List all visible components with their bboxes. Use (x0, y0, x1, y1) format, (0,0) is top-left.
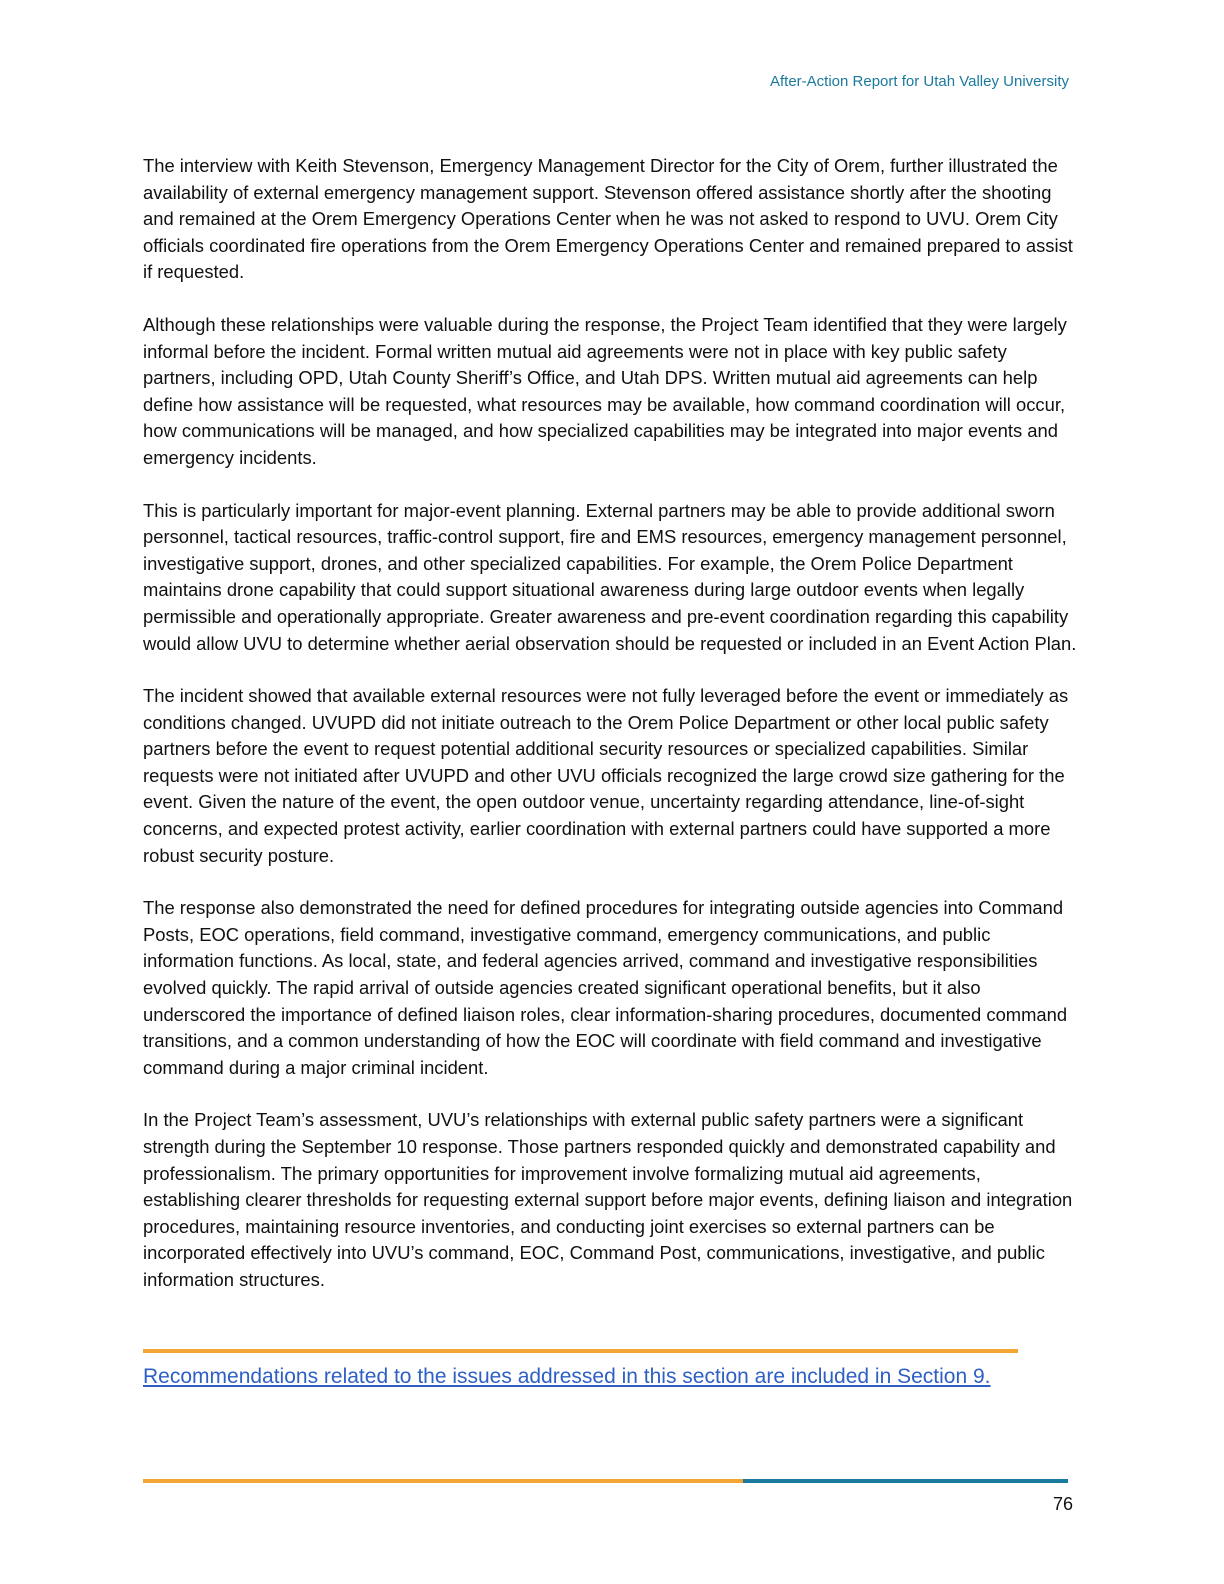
paragraph-stevenson-interview: The interview with Keith Stevenson, Emergency Management Director for the City of Orem, further illustrated the availability of external emergency management support. Stevenson offered assistance shortly after the shooting and remained at the Orem Emergency Operations Center when he was not asked to respond to UVU. Orem City officials coordinated fire operations from the Orem Emergency Operations Center and remained prepared to assist if requested. (143, 155, 1073, 283)
paragraph-external-resources: The incident showed that available external resources were not fully leveraged before the event or immediately as conditions changed. UVUPD did not initiate outreach to the Orem Police Department or other local public safety partners before the event to request potential additional security resources or specialized capabilities. Similar requests were not initiated after UVUPD and other UVU officials recognized the large crowd size gathering for the event. Given the nature of the event, the open outdoor venue, uncertainty regarding attendance, line-of-sight concerns, and expected protest activity, earlier coordination with external partners could have supported a more robust security posture. (143, 685, 1069, 866)
footer-divider-blue-segment (743, 1479, 1068, 1483)
footer-divider (143, 1479, 1068, 1483)
footer-divider-orange-segment (143, 1479, 743, 1483)
paragraph-integration-procedures: The response also demonstrated the need for defined procedures for integrating outside agencies into Command Posts, EOC operations, field command, investigative command, emergency communications, and public information functions. As local, state, and federal agencies arrived, command and investigative responsibilities evolved quickly. The rapid arrival of outside agencies created significant operational benefits, but it also underscored the importance of defined liaison roles, clear information-sharing procedures, documented command transitions, and a common understanding of how the EOC will coordinate with field command and investigative command during a major criminal incident. (143, 897, 1068, 1078)
body-text (143, 153, 1078, 1320)
paragraph-major-event-planning: This is particularly important for major-event planning. External partners may be able to provide additional sworn personnel, tactical resources, traffic-control support, fire and EMS resources, emergency management personnel, investigative support, drones, and other specialized capabilities. For example, the Orem Police Department maintains drone capability that could support situational awareness during large outdoor events when legally permissible and operationally appropriate. Greater awareness and pre-event coordination regarding this capability would allow UVU to determine whether aerial observation should be requested or included in an Event Action Plan. (143, 499, 1077, 654)
paragraph-assessment: In the Project Team’s assessment, UVU’s relationships with external public safety partners were a significant strength during the September 10 response. Those partners responded quickly and demonstrated capability and professionalism. The primary opportunities for improvement involve formalizing mutual aid agreements, establishing clearer thresholds for requesting external support before major events, defining liaison and integration procedures, maintaining resource inventories, and conducting joint exercises so external partners can be incorporated effectively into UVU’s command, EOC, Command Post, communications, investigative, and public information structures. (143, 1109, 1073, 1290)
paragraph-informal-relationships: Although these relationships were valuable during the response, the Project Team identified that they were largely informal before the incident. Formal written mutual aid agreements were not in place with key public safety partners, including OPD, Utah County Sheriff’s Office, and Utah DPS. Written mutual aid agreements can help define how assistance will be requested, what resources may be available, how command coordination will occur, how communications will be managed, and how specialized capabilities may be integrated into major events and emergency incidents. (143, 313, 1067, 468)
page-number: 76 (1052, 1494, 1073, 1514)
running-header: After-Action Report for Utah Valley University (770, 73, 1069, 90)
recommendations-link[interactable]: Recommendations related to the issues addressed in this section are included in Section 9. (143, 1365, 991, 1388)
callout-divider (143, 1349, 1018, 1353)
